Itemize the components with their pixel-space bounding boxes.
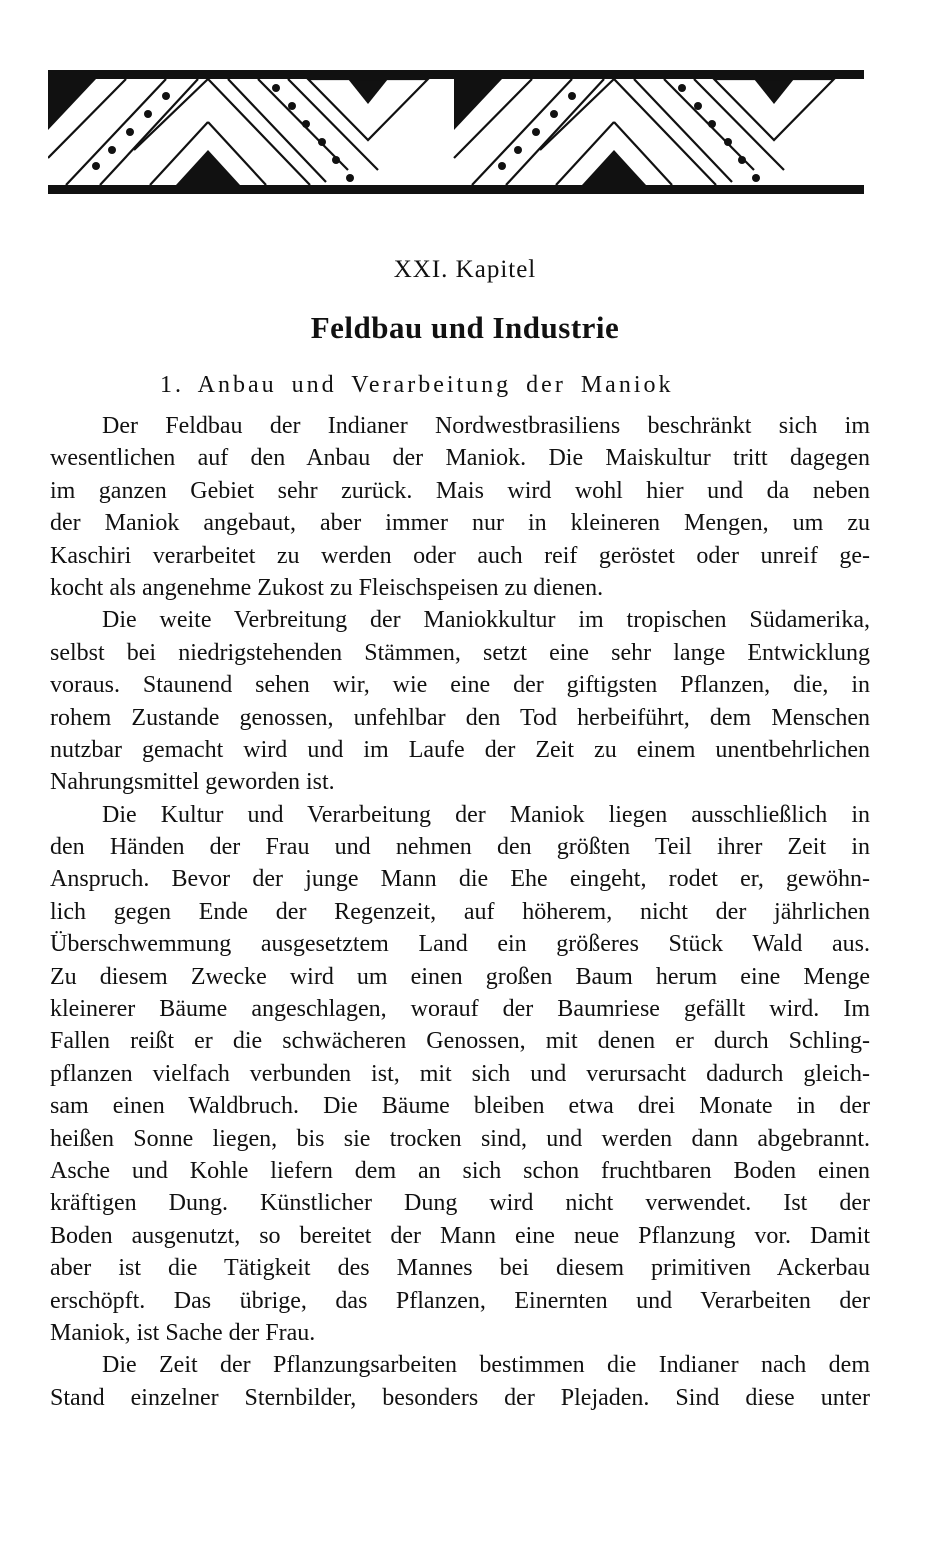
text-line: Überschwemmung ausgesetztem Land ein größeres Stück Wald aus. — [50, 931, 870, 958]
paragraph — [50, 799, 870, 1350]
text-line: voraus. Staunend sehen wir, wie eine der giftigsten Pflanzen, die, in — [50, 672, 870, 699]
ornament-top-border — [48, 70, 864, 79]
text-line: nutzbar gemacht wird und im Laufe der Zeit zu einem unentbehrlichen — [50, 736, 870, 763]
text-line: Asche und Kohle liefern dem an sich schon fruchtbaren Boden einen — [50, 1157, 870, 1184]
text-line: kräftigen Dung. Künstlicher Dung wird nicht verwendet. Ist der — [50, 1190, 870, 1217]
text-line: rohem Zustande genossen, unfehlbar den Tod herbeiführt, dem Menschen — [50, 704, 870, 731]
text-line: Der Feldbau der Indianer Nordwestbrasiliens beschränkt sich im — [102, 413, 870, 439]
text-line: selbst bei niedrigstehenden Stämmen, setzt eine sehr lange Entwicklung — [50, 639, 870, 666]
text-line: Die Zeit der Pflanzungsarbeiten bestimmen die Indianer nach dem — [102, 1352, 870, 1379]
text-line: Stand einzelner Sternbilder, besonders der Plejaden. Sind diese unter — [50, 1384, 870, 1411]
text-line: Fallen reißt er die schwächeren Genossen, mit denen er durch Schling- — [50, 1028, 870, 1055]
text-line: den Händen der Frau und nehmen den größten Teil ihrer Zeit in — [50, 834, 870, 861]
text-line: Anspruch. Bevor der junge Mann die Ehe eingeht, rodet er, gewöhn- — [50, 866, 870, 893]
section-heading: 1. Anbau und Verarbeitung der Maniok — [160, 372, 674, 398]
chapter-title: Feldbau und Industrie — [310, 310, 620, 345]
text-line: sam einen Waldbruch. Die Bäume bleiben etwa drei Monate in der — [50, 1093, 870, 1120]
paragraph — [50, 604, 870, 798]
text-line: der Maniok angebaut, aber immer nur in kleineren Mengen, um zu — [50, 510, 870, 537]
text-line: Die Kultur und Verarbeitung der Maniok liegen ausschließlich in — [102, 801, 870, 828]
text-line: Kaschiri verarbeitet zu werden oder auch reif geröstet oder unreif ge- — [50, 542, 870, 569]
text-line: aber ist die Tätigkeit des Mannes bei diesem primitiven Ackerbau — [50, 1255, 870, 1282]
chapter-label: XXI. Kapitel — [393, 256, 537, 283]
text-line: Nahrungsmittel geworden ist. — [50, 769, 335, 796]
text-line: kleinerer Bäume angeschlagen, worauf der Baumriese gefällt wird. Im — [50, 996, 870, 1023]
ornamental-header-band — [48, 70, 864, 194]
body-text — [50, 410, 870, 1414]
text-line: wesentlichen auf den Anbau der Maniok. Die Maiskultur tritt dagegen — [50, 445, 870, 472]
text-line: heißen Sonne liegen, bis sie trocken sind, und werden dann abgebrannt. — [50, 1125, 870, 1152]
text-line: im ganzen Gebiet sehr zurück. Mais wird wohl hier und da neben — [50, 477, 870, 504]
ornament-zigzag-pattern — [48, 79, 834, 185]
paragraph — [50, 410, 870, 604]
text-line: kocht als angenehme Zukost zu Fleischspeisen zu dienen. — [50, 574, 604, 601]
text-line: lich gegen Ende der Regenzeit, auf höherem, nicht der jährlichen — [50, 898, 870, 925]
text-line: pflanzen vielfach verbunden ist, mit sich und verursacht dadurch gleich- — [50, 1060, 870, 1087]
text-line: Zu diesem Zwecke wird um einen großen Baum herum eine Menge — [50, 963, 870, 990]
ornament-bottom-border — [48, 185, 864, 194]
text-line: Boden ausgenutzt, so bereitet der Mann eine neue Pflanzung vor. Damit — [50, 1222, 870, 1249]
paragraph — [50, 1349, 870, 1414]
text-line: Die weite Verbreitung der Maniokkultur im tropischen Südamerika, — [102, 607, 870, 634]
text-line: Maniok, ist Sache der Frau. — [50, 1319, 316, 1346]
text-line: erschöpft. Das übrige, das Pflanzen, Einernten und Verarbeiten der — [50, 1287, 870, 1314]
